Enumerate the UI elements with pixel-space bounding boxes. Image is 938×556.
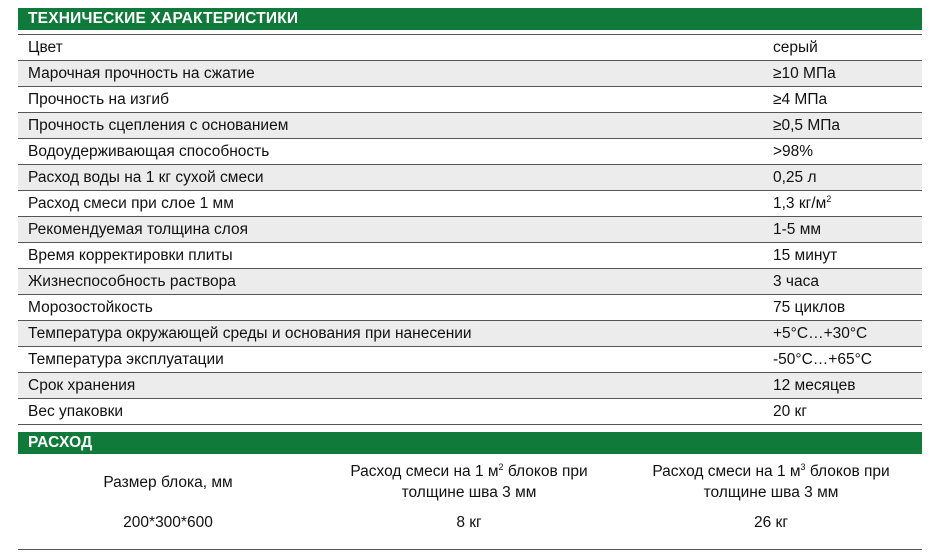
spec-value: 20 кг: [773, 403, 807, 420]
spec-row: [18, 61, 922, 87]
consumption-header-row: [18, 461, 922, 503]
spec-value: 1-5 мм: [773, 221, 822, 238]
consumption-value-row: [18, 511, 922, 535]
spec-value: 15 минут: [773, 247, 838, 264]
spec-row: [18, 295, 922, 321]
spec-value: ≥10 МПа: [773, 65, 836, 82]
spec-label: Рекомендуемая толщина слоя: [28, 221, 249, 238]
spec-row: [18, 399, 922, 425]
spec-row: [18, 269, 922, 295]
spec-label: Прочность сцепления с основанием: [28, 117, 289, 134]
spec-value: 75 циклов: [773, 299, 846, 316]
spec-label: Цвет: [28, 39, 63, 56]
spec-label: Температура окружающей среды и основания при нанесении: [28, 325, 472, 342]
spec-label: Расход смеси при слое 1 мм: [28, 195, 234, 212]
spec-row: [18, 373, 922, 399]
spec-row: [18, 243, 922, 269]
spec-row: [18, 321, 922, 347]
block-size-header: Размер блока, мм: [103, 473, 233, 491]
spec-label: Жизнеспособность раствора: [28, 273, 236, 290]
table-bottom-rule: [18, 549, 922, 550]
spec-value: ≥0,5 МПа: [773, 117, 841, 134]
spec-row: [18, 165, 922, 191]
spec-label: Расход воды на 1 кг сухой смеси: [28, 169, 264, 186]
spec-value: 1,3 $кг/м^2$: [773, 194, 832, 212]
product-spec-sheet: [18, 8, 922, 535]
spec-value: ≥4 МПа: [773, 91, 828, 108]
per-m3-value: 26 кг: [754, 514, 788, 531]
consumption-section-title: РАСХОД: [18, 432, 922, 454]
per-m3-header: Расход смеси на 1 $м^3$ блоков при толщине шва 3 мм: [652, 462, 890, 501]
spec-row: [18, 87, 922, 113]
block-size-value: 200*300*600: [123, 514, 213, 531]
spec-row: [18, 217, 922, 243]
spec-value: 12 месяцев: [773, 377, 856, 394]
spec-label: Срок хранения: [28, 377, 136, 394]
spec-label: Время корректировки плиты: [28, 247, 233, 264]
spec-value: >98%: [773, 143, 814, 160]
specs-section-title: ТЕХНИЧЕСКИЕ ХАРАКТЕРИСТИКИ: [18, 8, 922, 30]
spec-label: Вес упаковки: [28, 403, 124, 420]
spec-row: [18, 113, 922, 139]
per-m2-value: 8 кг: [456, 514, 482, 531]
spec-value: -50°С…+65°С: [773, 351, 872, 368]
spec-value: серый: [773, 39, 818, 56]
spec-label: Прочность на изгиб: [28, 91, 169, 108]
spec-row: [18, 139, 922, 165]
spec-label: Водоудерживающая способность: [28, 143, 270, 160]
spec-label: Марочная прочность на сжатие: [28, 65, 255, 82]
spec-label: Температура эксплуатации: [28, 351, 224, 368]
spec-row: [18, 347, 922, 373]
spec-label: Морозостойкость: [28, 299, 153, 316]
spec-value: 3 часа: [773, 273, 819, 290]
specs-table: [18, 34, 922, 425]
per-m2-header: Расход смеси на 1 $м^2$ блоков при толщине шва 3 мм: [350, 462, 588, 501]
spec-row: [18, 35, 922, 61]
spec-value: 0,25 л: [773, 169, 817, 186]
spec-value: +5°С…+30°С: [773, 325, 868, 342]
spec-row: [18, 191, 922, 217]
